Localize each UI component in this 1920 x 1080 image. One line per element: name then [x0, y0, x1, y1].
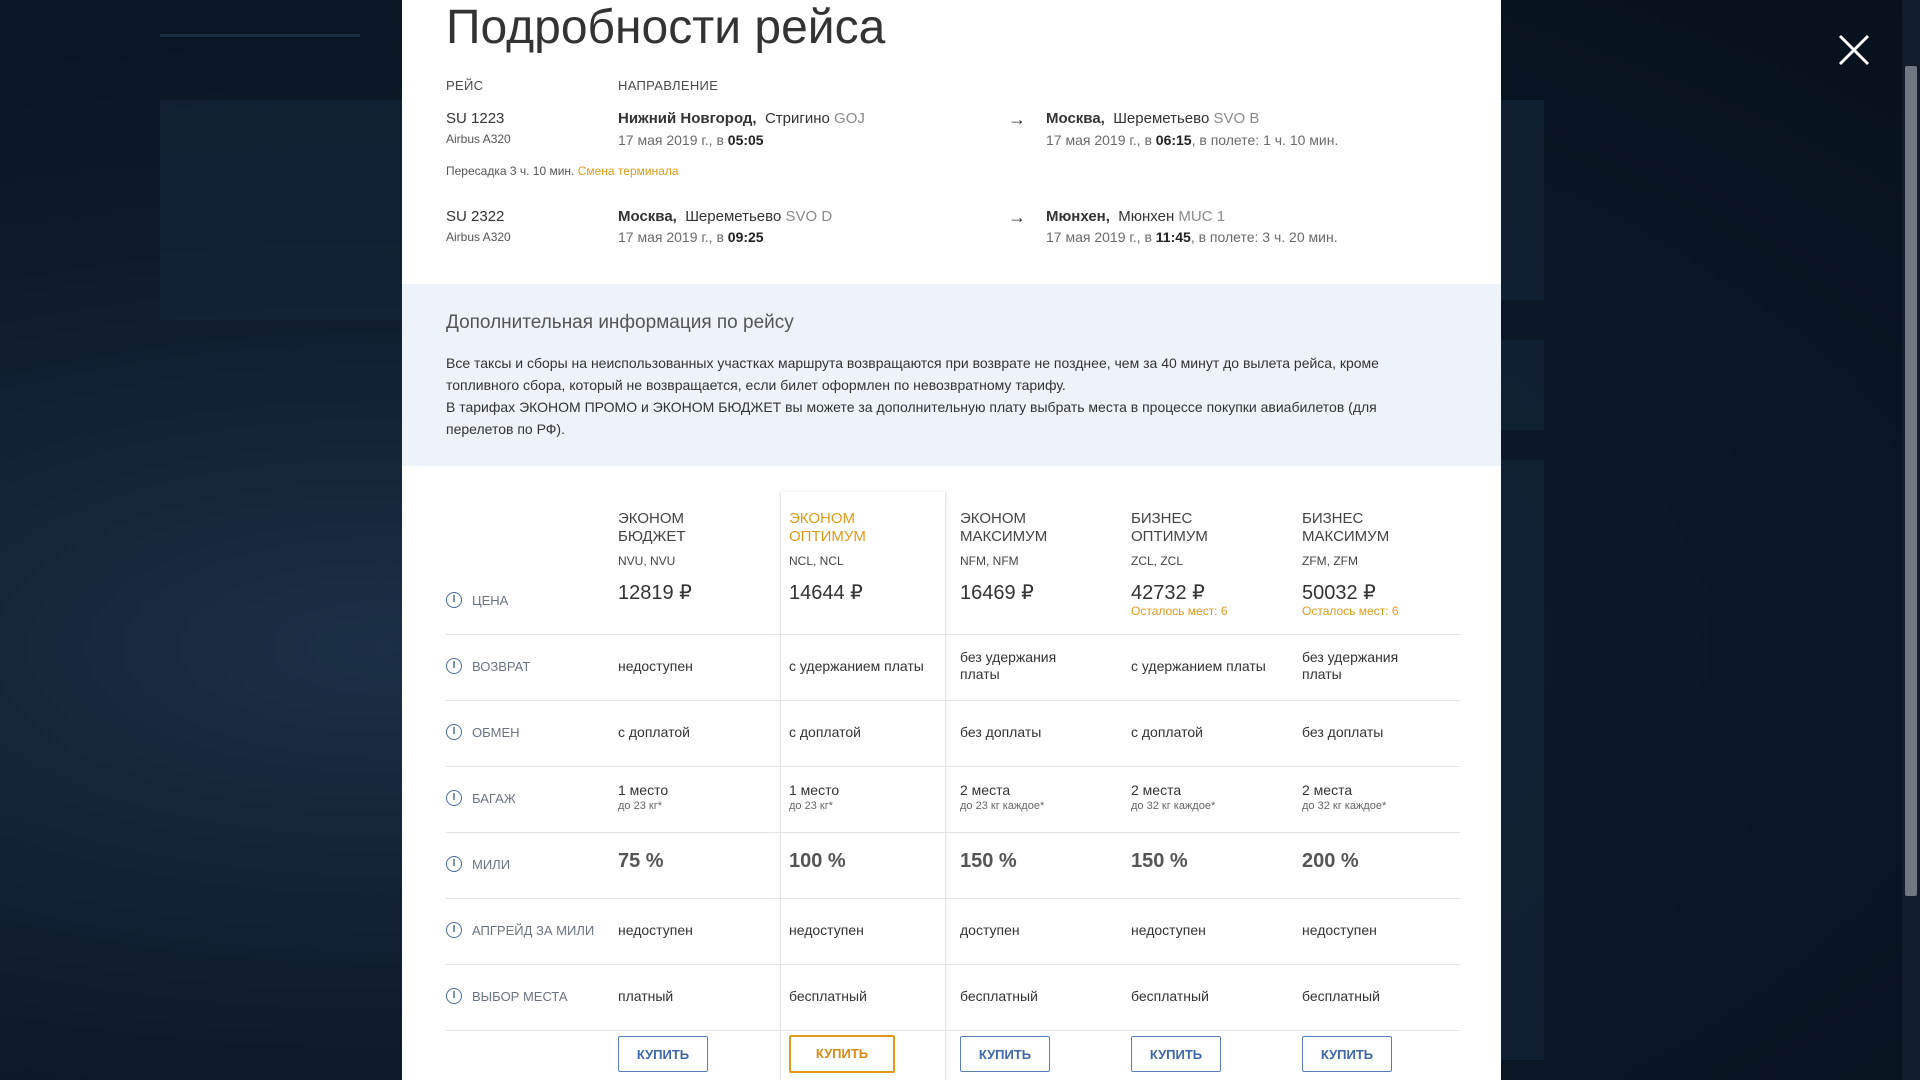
buy-button-econom-budget[interactable]: КУПИТЬ: [618, 1036, 708, 1072]
row-divider: [446, 766, 1460, 767]
seat-cell: бесплатный: [1302, 988, 1380, 1004]
fare-name: ЭКОНОМ ОПТИМУМ: [789, 510, 866, 545]
transfer-info: Пересадка 3 ч. 10 мин. Смена терминала: [446, 164, 679, 178]
row-label-seat[interactable]: I ВЫБОР МЕСТА: [446, 988, 568, 1004]
seats-left: Осталось мест: 6: [1131, 604, 1228, 618]
row-divider: [446, 700, 1460, 701]
fare-name: БИЗНЕС ОПТИМУМ: [1131, 510, 1208, 545]
upgrade-cell: недоступен: [789, 922, 864, 938]
seat-cell: платный: [618, 988, 674, 1004]
close-modal-button[interactable]: [1836, 32, 1872, 68]
segment-1-departure-time: 17 мая 2019 г., в 05:05: [618, 132, 764, 148]
modal-title: Подробности рейса: [446, 1, 886, 54]
background-panel-2: [1500, 340, 1544, 430]
terminal-change-note: Смена терминала: [577, 164, 679, 178]
baggage-cell: 2 места до 23 кг каждое*: [960, 782, 1045, 812]
info-icon[interactable]: I: [446, 856, 462, 872]
refund-cell: недоступен: [618, 658, 693, 674]
miles-cell: 75 %: [618, 850, 664, 872]
upgrade-cell: доступен: [960, 922, 1020, 938]
miles-cell: 200 %: [1302, 850, 1359, 872]
fare-price: 14644 ₽: [789, 582, 863, 604]
buy-button-business-maximum[interactable]: КУПИТЬ: [1302, 1036, 1392, 1072]
row-label-miles[interactable]: I МИЛИ: [446, 856, 510, 872]
seats-left: Осталось мест: 6: [1302, 604, 1399, 618]
exchange-cell: без доплаты: [960, 724, 1042, 740]
info-icon[interactable]: I: [446, 592, 462, 608]
header-direction: НАПРАВЛЕНИЕ: [618, 78, 719, 93]
additional-info-line-2: В тарифах ЭКОНОМ ПРОМО и ЭКОНОМ БЮДЖЕТ вы можете за дополнительную плату выбрать места в процессе покупки авиабилетов (для перелетов по РФ).: [446, 399, 1377, 437]
fare-codes: NFM, NFM: [960, 554, 1019, 568]
baggage-cell: 1 место до 23 кг*: [789, 782, 840, 812]
fare-price: 12819 ₽: [618, 582, 692, 604]
info-icon[interactable]: I: [446, 922, 462, 938]
segment-1-arrival: Москва, Шереметьево SVO B: [1046, 110, 1260, 127]
seat-cell: бесплатный: [789, 988, 867, 1004]
upgrade-cell: недоступен: [1131, 922, 1206, 938]
segment-2-arrival: Мюнхен, Мюнхен MUC 1: [1046, 208, 1226, 225]
flight-segments: [446, 78, 1457, 278]
fare-codes: ZCL, ZCL: [1131, 554, 1184, 568]
row-divider: [446, 634, 1460, 635]
seat-cell: бесплатный: [960, 988, 1038, 1004]
background-panel-3: [1500, 460, 1544, 1060]
segment-2-departure: Москва, Шереметьево SVO D: [618, 208, 833, 225]
additional-info-line-1: Все таксы и сборы на неиспользованных участках маршрута возвращаются при возврате не позднее, чем за 40 минут до вылета рейса, кроме топливного сбора, который не возвращается, если билет оформлен по невозвратному тарифу.: [446, 355, 1379, 393]
refund-cell: с удержанием платы: [1131, 658, 1266, 674]
fare-codes: ZFM, ZFM: [1302, 554, 1358, 568]
exchange-cell: с доплатой: [789, 724, 861, 740]
refund-cell: без удержания платы: [960, 649, 1057, 682]
refund-cell: с удержанием платы: [789, 658, 924, 674]
buy-button-econom-optimum[interactable]: КУПИТЬ: [789, 1035, 895, 1073]
miles-cell: 150 %: [1131, 850, 1188, 872]
miles-cell: 150 %: [960, 850, 1017, 872]
background-sidebar: [160, 100, 420, 320]
close-icon: [1836, 32, 1872, 68]
fare-price: 50032 ₽: [1302, 582, 1376, 604]
segment-1-arrival-time: 17 мая 2019 г., в 06:15, в полете: 1 ч. 10 мин.: [1046, 132, 1339, 148]
info-icon[interactable]: I: [446, 988, 462, 1004]
fare-price: 16469 ₽: [960, 582, 1034, 604]
segment-1-aircraft: Airbus A320: [446, 132, 511, 146]
background-logo: [160, 34, 360, 37]
row-label-price[interactable]: I ЦЕНА: [446, 592, 508, 608]
fare-name: БИЗНЕС МАКСИМУМ: [1302, 510, 1390, 545]
buy-button-econom-maximum[interactable]: КУПИТЬ: [960, 1036, 1050, 1072]
row-divider: [446, 898, 1460, 899]
row-label-refund[interactable]: I ВОЗВРАТ: [446, 658, 530, 674]
row-label-baggage[interactable]: I БАГАЖ: [446, 790, 516, 806]
miles-cell: 100 %: [789, 850, 846, 872]
info-icon[interactable]: I: [446, 658, 462, 674]
exchange-cell: с доплатой: [1131, 724, 1203, 740]
segment-2-departure-time: 17 мая 2019 г., в 09:25: [618, 229, 764, 245]
segment-2-flight-number: SU 2322: [446, 208, 505, 225]
baggage-cell: 2 места до 32 кг каждое*: [1302, 782, 1387, 812]
baggage-cell: 1 место до 23 кг*: [618, 782, 669, 812]
row-divider: [446, 1030, 1460, 1031]
fare-comparison-table: [446, 492, 1460, 1080]
buy-button-business-optimum[interactable]: КУПИТЬ: [1131, 1036, 1221, 1072]
exchange-cell: без доплаты: [1302, 724, 1384, 740]
header-flight: РЕЙС: [446, 78, 484, 93]
info-icon[interactable]: I: [446, 724, 462, 740]
flight-details-modal: [402, 0, 1501, 1080]
additional-info-text: [446, 352, 1446, 440]
fare-codes: NVU, NVU: [618, 554, 676, 568]
segment-1-departure: Нижний Новгород, Стригино GOJ: [618, 110, 865, 127]
segment-1-arrow: →: [1008, 109, 1026, 129]
segment-2-arrival-time: 17 мая 2019 г., в 11:45, в полете: 3 ч. 20 мин.: [1046, 229, 1338, 245]
upgrade-cell: недоступен: [1302, 922, 1377, 938]
page-scrollbar[interactable]: [1902, 0, 1920, 1080]
segment-2-arrow: →: [1008, 207, 1026, 227]
fare-price: 42732 ₽: [1131, 582, 1205, 604]
fare-codes: NCL, NCL: [789, 554, 844, 568]
exchange-cell: с доплатой: [618, 724, 690, 740]
additional-info-title: Дополнительная информация по рейсу: [446, 312, 794, 333]
segment-1-flight-number: SU 1223: [446, 110, 505, 127]
row-label-upgrade[interactable]: I АПГРЕЙД ЗА МИЛИ: [446, 922, 594, 938]
refund-cell: без удержания платы: [1302, 649, 1399, 682]
background-panel: [1500, 100, 1544, 300]
additional-info-section: [402, 284, 1501, 466]
upgrade-cell: недоступен: [618, 922, 693, 938]
info-icon[interactable]: I: [446, 790, 462, 806]
row-label-exchange[interactable]: I ОБМЕН: [446, 724, 520, 740]
row-divider: [446, 964, 1460, 965]
segment-2-aircraft: Airbus A320: [446, 230, 511, 244]
row-divider: [446, 832, 1460, 833]
fare-name: ЭКОНОМ БЮДЖЕТ: [618, 510, 686, 545]
baggage-cell: 2 места до 32 кг каждое*: [1131, 782, 1216, 812]
fare-name: ЭКОНОМ МАКСИМУМ: [960, 510, 1048, 545]
seat-cell: бесплатный: [1131, 988, 1209, 1004]
scrollbar-thumb[interactable]: [1905, 66, 1917, 896]
